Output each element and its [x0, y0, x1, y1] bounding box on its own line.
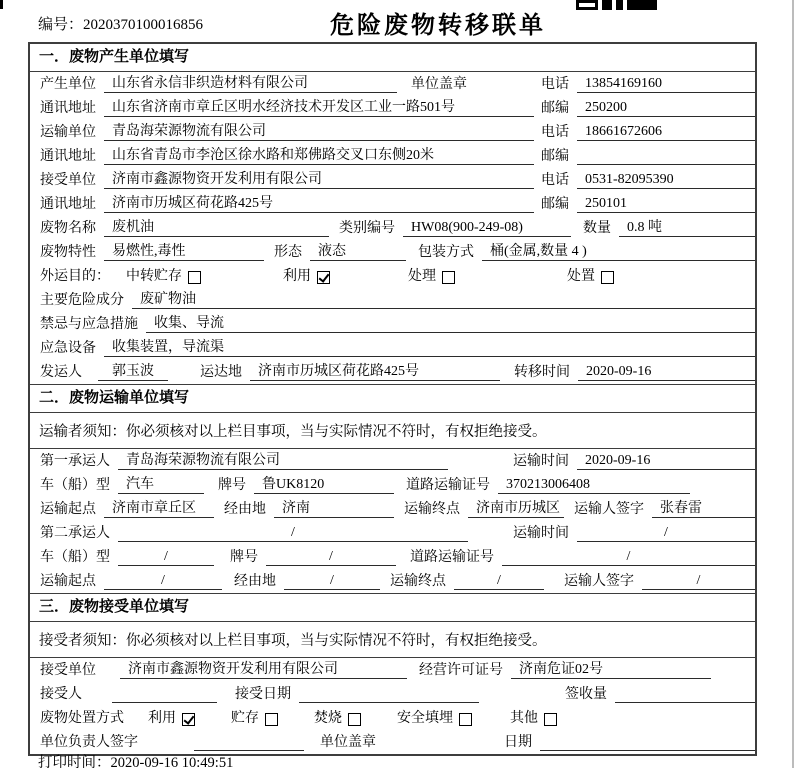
page-corner-mark — [0, 0, 3, 9]
transporter-value: 青岛海荣源物流有限公司 — [104, 120, 534, 141]
dispatcher-label: 发运人 — [40, 365, 82, 380]
transfer-time-value: 2020-09-16 — [578, 364, 755, 381]
receiver-zip-value: 250101 — [577, 196, 755, 213]
route-end-value: 济南市历城区 — [468, 497, 564, 518]
section2-heading: 二．废物运输单位填写 — [30, 384, 755, 413]
category-value: HW08(900-249-08) — [403, 220, 571, 237]
vehicle-type-value: / — [118, 549, 214, 566]
vehicle1-row — [30, 473, 755, 497]
destination-label: 运达地 — [200, 365, 242, 380]
route-start-label: 运输起点 — [40, 574, 96, 589]
print-time-label: 打印时间： — [38, 755, 111, 768]
receiver-value: 济南市鑫源物资开发利用有限公司 — [104, 168, 534, 189]
vehicle-type-label: 车（船）型 — [40, 550, 110, 565]
form-value: 液态 — [310, 240, 406, 261]
transporter-phone-value: 18661672606 — [577, 124, 755, 141]
plate-label: 牌号 — [218, 478, 246, 493]
route-end-value: / — [454, 573, 544, 590]
option-label: 利用 — [283, 269, 311, 284]
hazard-components-row — [30, 288, 755, 312]
producer-address-value: 山东省济南市章丘区明水经济技术开发区工业一路501号 — [104, 96, 534, 117]
option-label: 处理 — [408, 269, 436, 284]
route-start-value: / — [104, 573, 222, 590]
route-via-value: / — [284, 573, 380, 590]
operating-license-value: 济南危证02号 — [511, 658, 711, 679]
option-label: 贮存 — [231, 711, 259, 726]
road-license-label: 道路运输证号 — [406, 478, 490, 493]
purpose-option-transfer-storage — [126, 265, 201, 285]
form-box — [28, 42, 757, 756]
second-carrier-label: 第二承运人 — [40, 526, 110, 541]
acceptor-label: 接受人 — [40, 687, 82, 702]
transporter-notice: 运输者须知：你必须核对以上栏目事项，当与实际情况不符时，有权拒绝接受。 — [30, 413, 755, 449]
hazard-components-value: 废矿物油 — [132, 288, 755, 309]
receiver-label: 接受单位 — [40, 173, 96, 188]
quantity-label: 数量 — [583, 221, 611, 236]
print-time — [38, 751, 233, 768]
waste-name-label: 废物名称 — [40, 221, 96, 236]
disposal-option-reuse — [148, 707, 195, 727]
waste-traits-value: 易燃性,毒性 — [104, 240, 264, 261]
producer-value: 山东省永信非织造材料有限公司 — [104, 72, 397, 93]
received-amount-label: 签收量 — [565, 687, 607, 702]
waste-name-row — [30, 216, 755, 240]
disposal-option-store — [231, 707, 278, 727]
transporter-label: 运输单位 — [40, 125, 96, 140]
producer-row — [30, 72, 755, 96]
transport-time-value: 2020-09-16 — [577, 453, 755, 470]
phone-label: 电话 — [541, 77, 569, 92]
waste-traits-row — [30, 240, 755, 264]
section1-heading: 一．废物产生单位填写 — [30, 44, 755, 72]
phone-label: 电话 — [541, 125, 569, 140]
transporter-signature-label: 运输人签字 — [564, 574, 634, 589]
phone-label: 电话 — [541, 173, 569, 188]
route2-row — [30, 569, 755, 593]
vehicle2-row — [30, 545, 755, 569]
receiver-notice: 接受者须知：你必须核对以上栏目事项，当与实际情况不符时，有权拒绝接受。 — [30, 622, 755, 658]
qr-finder-block — [576, 0, 598, 10]
responsible-signature-value — [194, 734, 304, 751]
first-carrier-value: 青岛海荣源物流有限公司 — [118, 449, 448, 470]
transporter-address-row — [30, 144, 755, 168]
transporter-signature-value: 张春雷 — [652, 497, 755, 518]
transfer-time-label: 转移时间 — [514, 365, 570, 380]
operating-license-label: 经营许可证号 — [419, 663, 503, 678]
option-label: 安全填埋 — [397, 711, 453, 726]
acceptor-value — [112, 686, 217, 703]
road-license-label: 道路运输证号 — [410, 550, 494, 565]
qr-module-block — [616, 0, 623, 10]
checkbox-incinerate — [348, 713, 361, 726]
emergency-equipment-value: 收集装置，导流渠 — [104, 336, 755, 357]
address-label: 通讯地址 — [40, 149, 96, 164]
page-title: 危险废物转移联单 — [330, 12, 546, 39]
dispatcher-value: 郭玉波 — [98, 360, 168, 381]
disposal-option-landfill — [397, 707, 472, 727]
qr-module-block — [602, 0, 612, 10]
checkbox-other — [544, 713, 557, 726]
emergency-equipment-label: 应急设备 — [40, 341, 96, 356]
first-carrier-row — [30, 449, 755, 473]
checkbox-reuse — [317, 271, 330, 284]
form-label: 形态 — [274, 245, 302, 260]
road-license-value: / — [502, 549, 755, 566]
serial-number — [38, 13, 203, 34]
route-via-value: 济南 — [274, 497, 394, 518]
waste-name-value: 废机油 — [104, 216, 329, 237]
checkbox-treat — [442, 271, 455, 284]
address-label: 通讯地址 — [40, 197, 96, 212]
packing-label: 包装方式 — [418, 245, 474, 260]
first-carrier-label: 第一承运人 — [40, 454, 110, 469]
producer-address-row — [30, 96, 755, 120]
section3-heading: 三．废物接受单位填写 — [30, 593, 755, 622]
transporter-zip-value — [577, 148, 755, 165]
quantity-value: 0.8 吨 — [619, 216, 755, 237]
transport-time-label: 运输时间 — [513, 526, 569, 541]
print-time-value: 2020-09-16 10:49:51 — [110, 755, 234, 768]
transporter-address-value: 山东省青岛市李沧区徐水路和郑佛路交叉口东侧20米 — [104, 144, 534, 165]
accepting-unit-label: 接受单位 — [40, 663, 96, 678]
checkbox-store — [265, 713, 278, 726]
serial-value: 2020370100016856 — [83, 17, 204, 33]
road-license-value: 370213006408 — [498, 477, 690, 494]
route-start-label: 运输起点 — [40, 502, 96, 517]
receiver-address-row — [30, 192, 755, 216]
dispatcher-row — [30, 360, 755, 384]
checkbox-transfer-storage — [188, 271, 201, 284]
zip-label: 邮编 — [541, 197, 569, 212]
route-via-label: 经由地 — [234, 574, 276, 589]
transfer-purpose-row — [30, 264, 755, 288]
route-end-label: 运输终点 — [404, 502, 460, 517]
emergency-measures-row — [30, 312, 755, 336]
producer-phone-value: 13854169160 — [577, 76, 755, 93]
option-label: 处置 — [567, 269, 595, 284]
option-label: 其他 — [510, 711, 538, 726]
purpose-option-treat — [408, 265, 455, 285]
transporter-row — [30, 120, 755, 144]
hazard-components-label: 主要危险成分 — [40, 293, 124, 308]
serial-label: 编号： — [38, 17, 84, 33]
disposal-method-label: 废物处置方式 — [40, 711, 124, 726]
vehicle-type-value: 汽车 — [118, 473, 204, 494]
checkbox-reuse — [182, 713, 195, 726]
acceptor-row — [30, 682, 755, 706]
disposal-option-incinerate — [314, 707, 361, 727]
category-label: 类别编号 — [339, 221, 395, 236]
emergency-measures-value: 收集、导流 — [146, 312, 755, 333]
purpose-option-dispose — [567, 265, 614, 285]
transporter-signature-label: 运输人签字 — [574, 502, 644, 517]
second-carrier-row — [30, 521, 755, 545]
accepting-unit-row — [30, 658, 755, 682]
receiver-phone-value: 0531-82095390 — [577, 172, 755, 189]
transfer-purpose-label: 外运目的： — [40, 269, 110, 284]
qr-module-block — [627, 0, 657, 10]
responsible-signature-label: 单位负责人签字 — [40, 735, 138, 750]
date-value — [540, 734, 755, 751]
received-amount-value — [615, 686, 755, 703]
checkbox-dispose — [601, 271, 614, 284]
emergency-equipment-row — [30, 336, 755, 360]
route-via-label: 经由地 — [224, 502, 266, 517]
qr-code-icon — [576, 0, 657, 10]
checkbox-landfill — [459, 713, 472, 726]
stamp-label: 单位盖章 — [411, 77, 467, 92]
transporter-signature-value: / — [642, 573, 755, 590]
receiver-address-value: 济南市历城区荷花路425号 — [104, 192, 534, 213]
accept-date-value — [299, 686, 479, 703]
transport-time-label: 运输时间 — [513, 454, 569, 469]
plate-value: 鲁UK8120 — [254, 473, 394, 494]
route-end-label: 运输终点 — [390, 574, 446, 589]
page-edge-line — [792, 0, 794, 768]
packing-value: 桶(金属,数量 4 ) — [482, 240, 755, 261]
emergency-measures-label: 禁忌与应急措施 — [40, 317, 138, 332]
waste-traits-label: 废物特性 — [40, 245, 96, 260]
purpose-option-reuse — [283, 265, 330, 285]
producer-zip-value: 250200 — [577, 100, 755, 117]
receiver-row — [30, 168, 755, 192]
vehicle-type-label: 车（船）型 — [40, 478, 110, 493]
option-label: 中转贮存 — [126, 269, 182, 284]
accept-date-label: 接受日期 — [235, 687, 291, 702]
disposal-method-row — [30, 706, 755, 730]
route-start-value: 济南市章丘区 — [104, 497, 214, 518]
plate-value: / — [266, 549, 396, 566]
date-label: 日期 — [504, 735, 532, 750]
disposal-option-other — [510, 707, 557, 727]
option-label: 利用 — [148, 711, 176, 726]
zip-label: 邮编 — [541, 149, 569, 164]
plate-label: 牌号 — [230, 550, 258, 565]
producer-label: 产生单位 — [40, 77, 96, 92]
zip-label: 邮编 — [541, 101, 569, 116]
transport-time-value: / — [577, 525, 755, 542]
second-carrier-value: / — [118, 525, 468, 542]
option-label: 焚烧 — [314, 711, 342, 726]
unit-stamp-label: 单位盖章 — [320, 735, 376, 750]
route1-row — [30, 497, 755, 521]
destination-value: 济南市历城区荷花路425号 — [250, 360, 500, 381]
accepting-unit-value: 济南市鑫源物资开发利用有限公司 — [120, 658, 407, 679]
address-label: 通讯地址 — [40, 101, 96, 116]
